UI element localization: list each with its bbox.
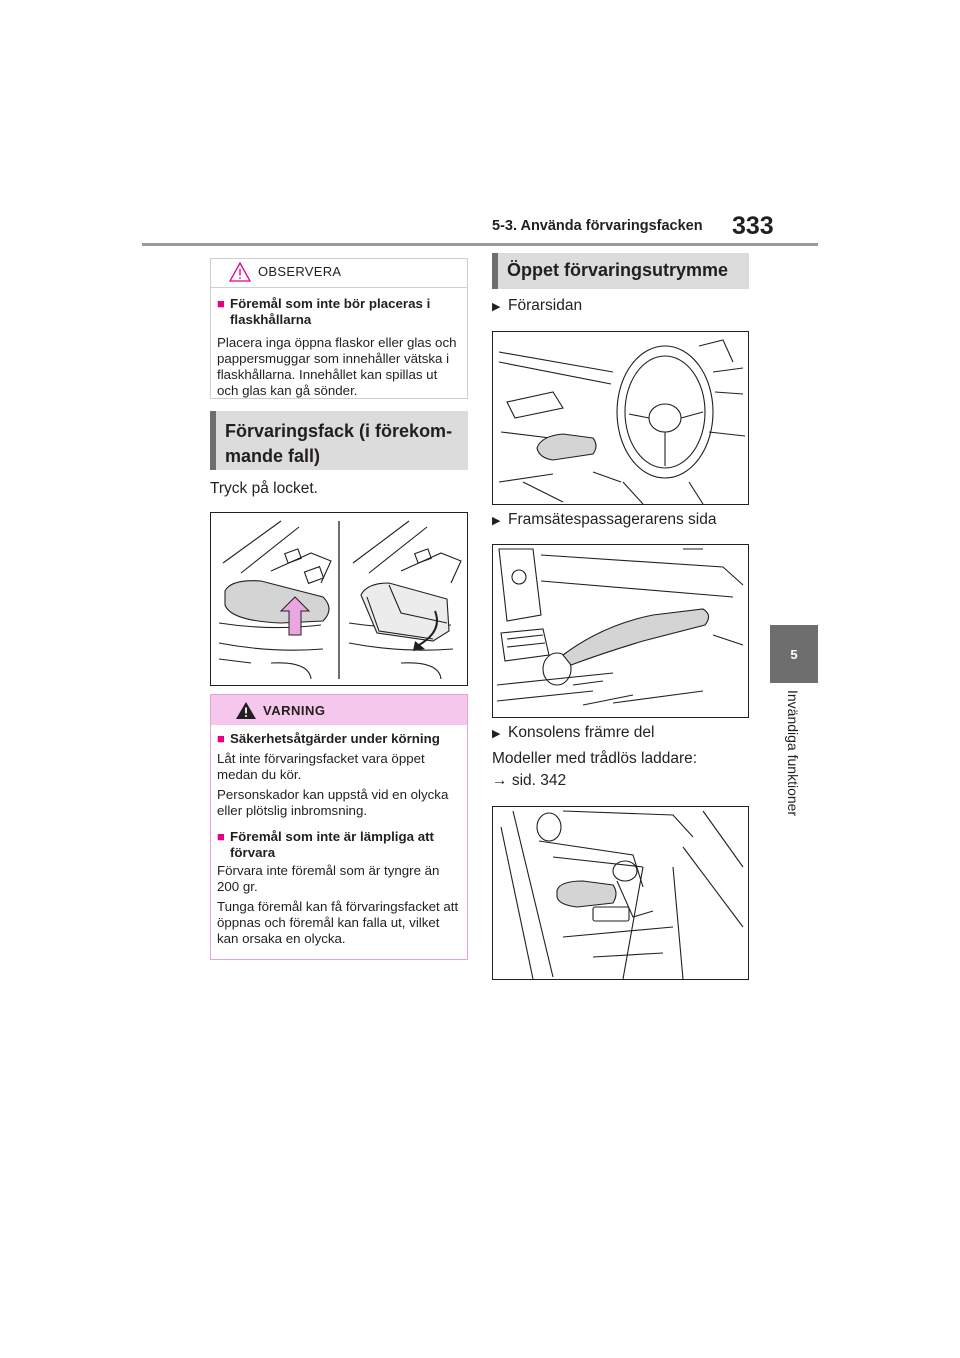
warning-item1-text2: Personskador kan uppstå vid en olycka eller plötslig inbromsning. xyxy=(217,787,449,818)
notice-box xyxy=(210,258,468,399)
square-bullet-icon: ■ xyxy=(217,296,225,311)
notice-item-text: Placera inga öppna flaskor eller glas och pappersmuggar som innehåller vätska i flaskhållarna. Innehållet kan spillas ut och glas kan gå sönder. xyxy=(217,335,457,398)
notice-header xyxy=(211,259,467,288)
list-item-driver-side: ▶ Förarsidan xyxy=(492,297,583,314)
chapter-tab[interactable] xyxy=(770,625,818,683)
warning-label: VARNING xyxy=(263,703,326,718)
caution-triangle-icon xyxy=(229,262,251,282)
passenger-side-illustration xyxy=(492,544,749,718)
warning-box xyxy=(210,694,468,960)
warning-item1-text1: Låt inte förvaringsfacket vara öppet medan du kör. xyxy=(217,751,425,782)
wireless-charger-note: Modeller med trådlös laddare: xyxy=(492,750,698,767)
section-heading-storage-box: Förvaringsfack (i förekom- mande fall) xyxy=(210,411,468,470)
storage-box-illustration xyxy=(210,512,468,686)
header-rule xyxy=(142,243,818,246)
warning-header xyxy=(211,695,467,725)
warning-item2-text2: Tunga föremål kan få förvaringsfacket att öppnas och föremål kan falla ut, vilket kan orsaka en olycka. xyxy=(217,899,459,946)
section-title: 5-3. Använda förvaringsfacken xyxy=(492,218,703,234)
triangle-bullet-icon: ▶ xyxy=(492,300,501,313)
square-bullet-icon: ■ xyxy=(217,829,225,844)
page-reference[interactable]: → sid. 342 xyxy=(492,772,567,789)
triangle-bullet-icon: ▶ xyxy=(492,514,501,527)
warning-item2-title: ■ Föremål som inte är lämpliga att förvara xyxy=(217,829,434,860)
list-item-passenger-side: ▶ Framsätespassagerarens sida xyxy=(492,511,717,528)
notice-item-title: ■ Föremål som inte bör placeras i flaskhållarna xyxy=(217,296,431,327)
square-bullet-icon: ■ xyxy=(217,731,225,746)
warning-item2-text1: Förvara inte föremål som är tyngre än 200 gr. xyxy=(217,863,440,894)
triangle-bullet-icon: ▶ xyxy=(492,727,501,740)
chapter-title xyxy=(785,690,805,840)
instruction-text: Tryck på locket. xyxy=(210,480,318,497)
section-heading-open-storage: Öppet förvaringsutrymme xyxy=(492,253,749,289)
warning-triangle-icon xyxy=(235,701,257,720)
notice-label: OBSERVERA xyxy=(258,264,342,279)
page-number: 333 xyxy=(732,212,774,240)
arrow-right-icon: → xyxy=(492,772,508,789)
chapter-number: 5 xyxy=(790,646,798,662)
front-console-illustration xyxy=(492,806,749,980)
chapter-title-text: Invändiga funktioner xyxy=(785,690,801,817)
driver-side-illustration xyxy=(492,331,749,505)
warning-item1-title: ■ Säkerhetsåtgärder under körning xyxy=(217,731,440,746)
list-item-front-console: ▶ Konsolens främre del xyxy=(492,724,655,741)
